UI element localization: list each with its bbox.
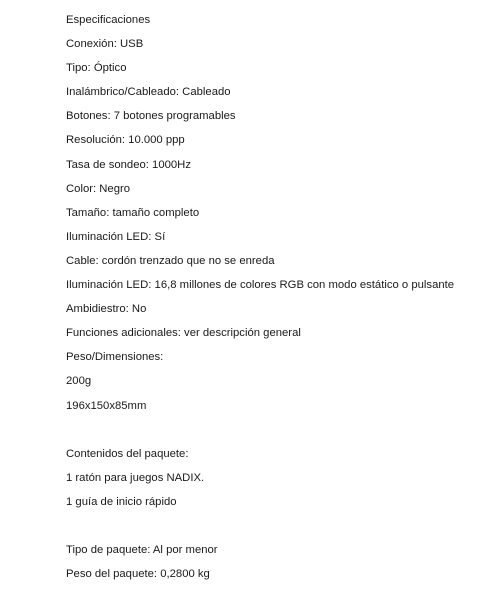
spec-led: Iluminación LED: Sí	[66, 230, 166, 243]
spec-heading: Especificaciones	[66, 14, 151, 26]
spec-polling-rate: Tasa de sondeo: 1000Hz	[66, 158, 191, 171]
blank-line	[66, 418, 482, 442]
package-contents-heading: Contenidos del paquete:	[66, 447, 189, 460]
package-type: Tipo de paquete: Al por menor	[66, 544, 218, 557]
product-spec-list	[66, 8, 482, 586]
spec-wireless: Inalámbrico/Cableado: Cableado	[66, 86, 231, 99]
spec-dimensions: 196x150x85mm	[66, 399, 147, 412]
spec-led-colors: Iluminación LED: 16,8 millones de colores RGB con modo estático o pulsante	[66, 279, 455, 292]
spec-weight: 200g	[66, 375, 92, 388]
spec-buttons: Botones: 7 botones programables	[66, 110, 236, 123]
spec-connection: Conexión: USB	[66, 38, 144, 51]
spec-resolution: Resolución: 10.000 ppp	[66, 134, 185, 147]
spec-size: Tamaño: tamaño completo	[66, 206, 200, 219]
spec-type: Tipo: Óptico	[66, 62, 127, 75]
package-item-guide: 1 guía de inicio rápido	[66, 495, 177, 508]
spec-cable: Cable: cordón trenzado que no se enreda	[66, 254, 275, 267]
spec-extra-functions: Funciones adicionales: ver descripción general	[66, 327, 301, 340]
spec-weight-dimensions-label: Peso/Dimensiones:	[66, 351, 164, 364]
package-item-mouse: 1 ratón para juegos NADIX.	[66, 471, 205, 484]
spec-color: Color: Negro	[66, 182, 131, 195]
blank-line	[66, 514, 482, 538]
spec-ambidextrous: Ambidiestro: No	[66, 303, 147, 316]
package-weight: Peso del paquete: 0,2800 kg	[66, 568, 210, 581]
